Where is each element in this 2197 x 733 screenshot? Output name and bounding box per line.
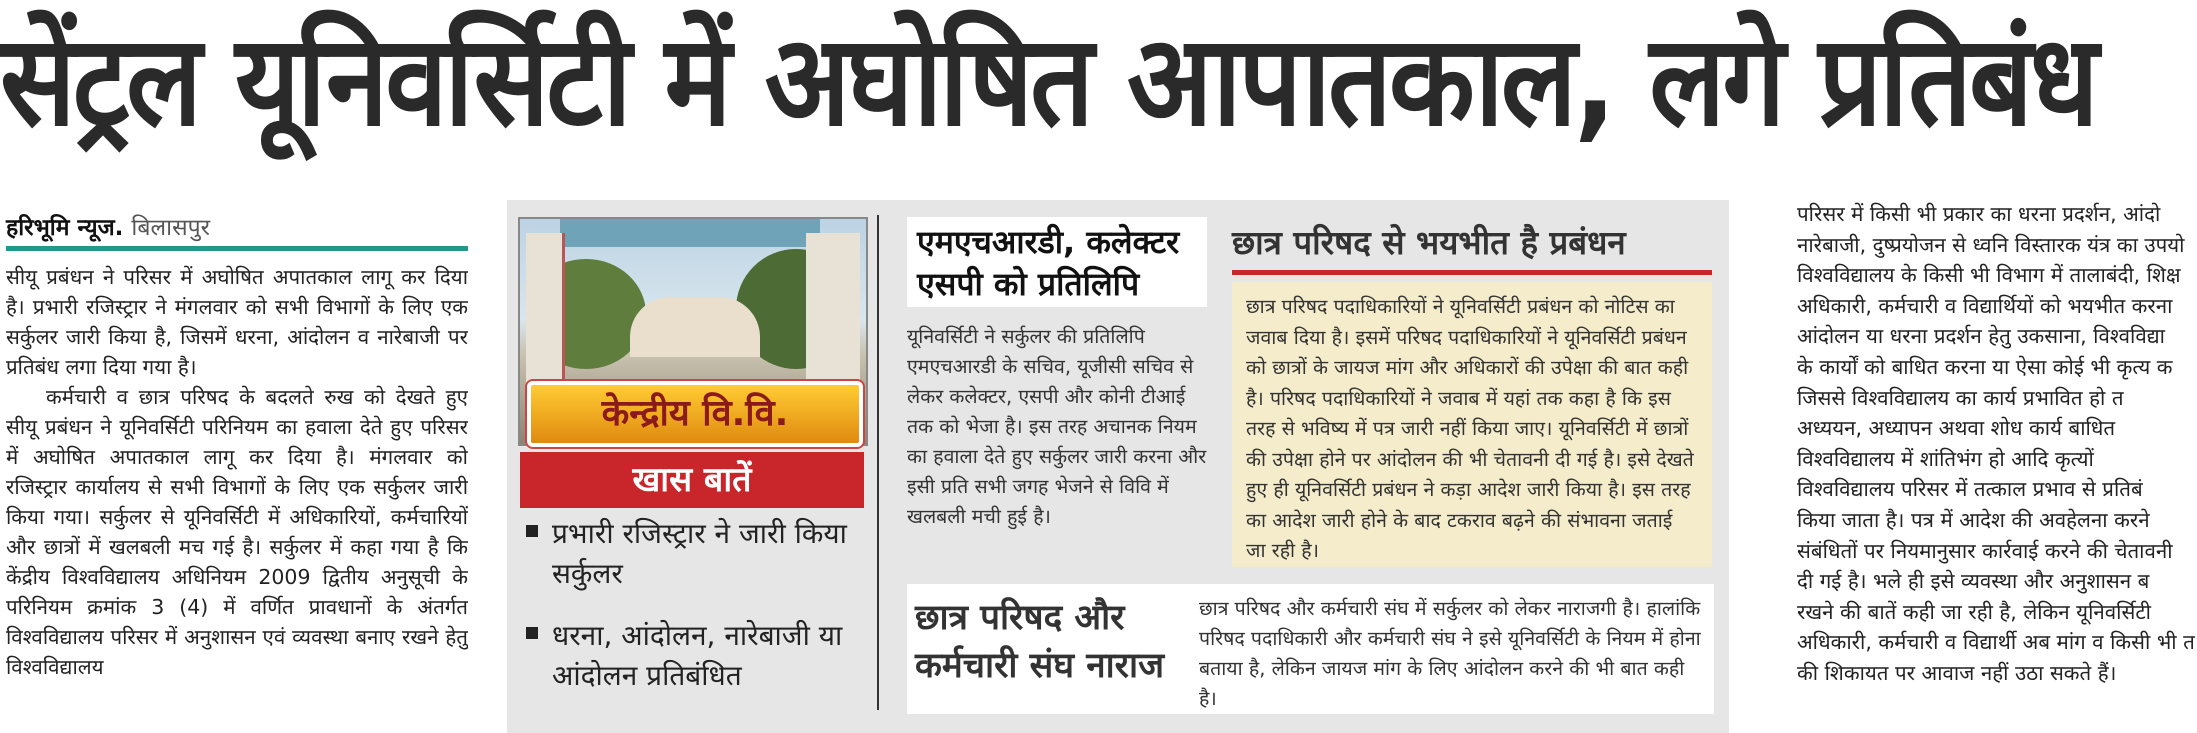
naraz-body: छात्र परिषद और कर्मचारी संघ में सर्कुलर को लेकर नाराजगी है। हालांकि परिषद पदाधिकारी और कर्मचारी संघ ने इसे यूनिवर्सिटी के नियम में होना बताया है, लेकिन जायज मांग के लिए आंदोलन करने की भी बात कही है। (1199, 597, 1701, 710)
right-column-line: विश्वविद्यालय परिसर में तत्काल प्रभाव से प्रतिबं (1797, 477, 2143, 502)
mhrd-title: एमएचआरडी, कलेक्टर एसपी को प्रतिलिपि (907, 217, 1207, 307)
chhatra-title: छात्र परिषद से भयभीत है प्रबंधन (1232, 223, 1626, 262)
chhatra-body: छात्र परिषद पदाधिकारियों ने यूनिवर्सिटी प्रबंधन को नोटिस का जवाब दिया है। इसमें परिषद पदाधिकारियों ने यूनिवर्सिटी प्रबंधन को छात्रों के जायज मांग और अधिकारों की उपेक्षा की बात कही है। परिषद पदाधिकारियों ने जवाब में यहां तक कहा है कि इस तरह से भविष्य में पत्र जारी नहीं किया जाए। यूनिवर्सिटी में छात्रों की उपेक्षा होने पर आंदोलन की भी चेतावनी दी गई है। इसे देखते हुए ही यूनिवर्सिटी प्रबंधन ने कड़ा आदेश जारी किया है। इस तरह का आदेश जारी होने के बाद टकराव बढ़ने की संभावना जताई जा रही है। (1232, 282, 1712, 567)
gate-pillar-right (806, 233, 860, 383)
byline-city: बिलासपुर (131, 215, 211, 241)
khas-item-text: धरना, आंदोलन, नारेबाजी या आंदोलन प्रतिबंधित (552, 619, 843, 692)
right-column-line: अधिकारी, कर्मचारी व विद्यार्थी अब मांग व किसी भी त (1797, 630, 2195, 655)
khas-item (526, 514, 852, 594)
chhatra-rule (1232, 270, 1712, 275)
right-column-line: किया जाता है। पत्र में आदेश की अवहेलना करने (1797, 507, 2150, 532)
photo-label: केन्द्रीय वि.वि. (527, 381, 863, 447)
right-column-line: परिसर में किसी भी प्रकार का धरना प्रदर्शन, आंदो (1797, 202, 2161, 226)
right-column-line: नारेबाजी, दुष्प्रयोजन से ध्वनि विस्तारक यंत्र का उपयो (1797, 232, 2185, 257)
mhrd-body: यूनिवर्सिटी ने सर्कुलर की प्रतिलिपि एमएचआरडी के सचिव, यूजीसी सचिव से लेकर कलेक्टर, एसपी और कोनी टीआई तक को भेजा है। इस तरह अचानक नियम का हवाला देते हुए सर्कुलर जारी करना और इसी प्रति सभी जगह भेजने से विवि में खलबली मची हुई है। (907, 325, 1207, 528)
right-column-line: विश्वविद्यालय में शांतिभंग हो आदि कृत्यों (1797, 446, 2094, 471)
right-column-line: रखने की बातें कही जा रही है, लेकिन यूनिवर्सिटी (1797, 599, 2151, 624)
right-column-line: की शिकायत पर आवाज नहीं उठा सकते हैं। (1797, 660, 2117, 685)
khas-baatein-title: खास बातें (520, 452, 864, 508)
right-column-line: अध्ययन, अध्यापन अथवा शोध कार्य बाधित (1797, 416, 2116, 441)
byline-source: हरिभूमि न्यूज. (6, 215, 124, 241)
right-column-line: दी गई है। भले ही इसे व्यवस्था और अनुशासन ब (1797, 569, 2150, 594)
naraz-title: छात्र परिषद और कर्मचारी संघ नाराज (915, 598, 1165, 686)
bullet-square-icon (526, 627, 538, 639)
column-divider (877, 215, 879, 710)
gate-roof (560, 219, 820, 247)
khas-item (526, 616, 852, 696)
left-para-2: कर्मचारी व छात्र परिषद के बदलते रुख को देखते हुए सीयू प्रबंधन ने यूनिवर्सिटी परिनियम का हवाला देते हुए परिसर में अघोषित अपातकाल लागू कर दिया है। मंगलवार को रजिस्ट्रार कार्यालय से सभी विभागों के लिए एक सर्कुलर जारी किया गया। सर्कुलर से यूनिवर्सिटी में अधिकारियों, कर्मचारियों और छात्रों में खलबली मच गई है। सर्कुलर में कहा गया है कि केंद्रीय विश्वविद्यालय अधिनियम 2009 द्वितीय अनुसूची के परिनियम क्रमांक 3 (4) में वर्णित प्रावधानों के अंतर्गत विश्वविद्यालय परिसर में अनुशासन एवं व्यवस्था बनाए रखने हेतु विश्वविद्यालय (6, 385, 468, 679)
right-column (1797, 199, 2197, 689)
khas-item-text: प्रभारी रजिस्ट्रार ने जारी किया सर्कुलर (552, 517, 847, 590)
byline-rule (6, 246, 468, 251)
headline: सेंट्रल यूनिवर्सिटी में अघोषित आपातकाल, लगे प्रतिबंध (0, 8, 2096, 155)
right-column-line: अधिकारी, कर्मचारी व विद्यार्थियों को भयभीत करना (1797, 293, 2173, 318)
byline (6, 210, 210, 242)
right-column-line: संबंधितों पर नियमानुसार कार्रवाई करने की चेतावनी (1797, 538, 2173, 563)
right-column-line: के कार्यों को बाधित करना या ऐसा कोई भी कृत्य क (1797, 354, 2173, 379)
right-column-line: विश्वविद्यालय के किसी भी विभाग में तालाबंदी, शिक्ष (1797, 263, 2181, 288)
right-column-line: जिससे विश्वविद्यालय का कार्य प्रभावित हो त (1797, 385, 2124, 410)
gate-pillar-left (526, 233, 565, 383)
gate-arch (630, 297, 760, 357)
bullet-square-icon (526, 525, 538, 537)
left-para-1: सीयू प्रबंधन ने परिसर में अघोषित अपातकाल लागू कर दिया है। प्रभारी रजिस्ट्रार ने मंगलवार को सभी विभागों के लिए एक सर्कुलर जारी किया है, जिसमें धरना, आंदोलन व नारेबाजी पर प्रतिबंध लगा दिया गया है। (6, 265, 468, 379)
right-column-line: आंदोलन या धरना प्रदर्शन हेतु उकसाना, विश्वविद्या (1797, 324, 2165, 349)
left-column (6, 262, 468, 733)
